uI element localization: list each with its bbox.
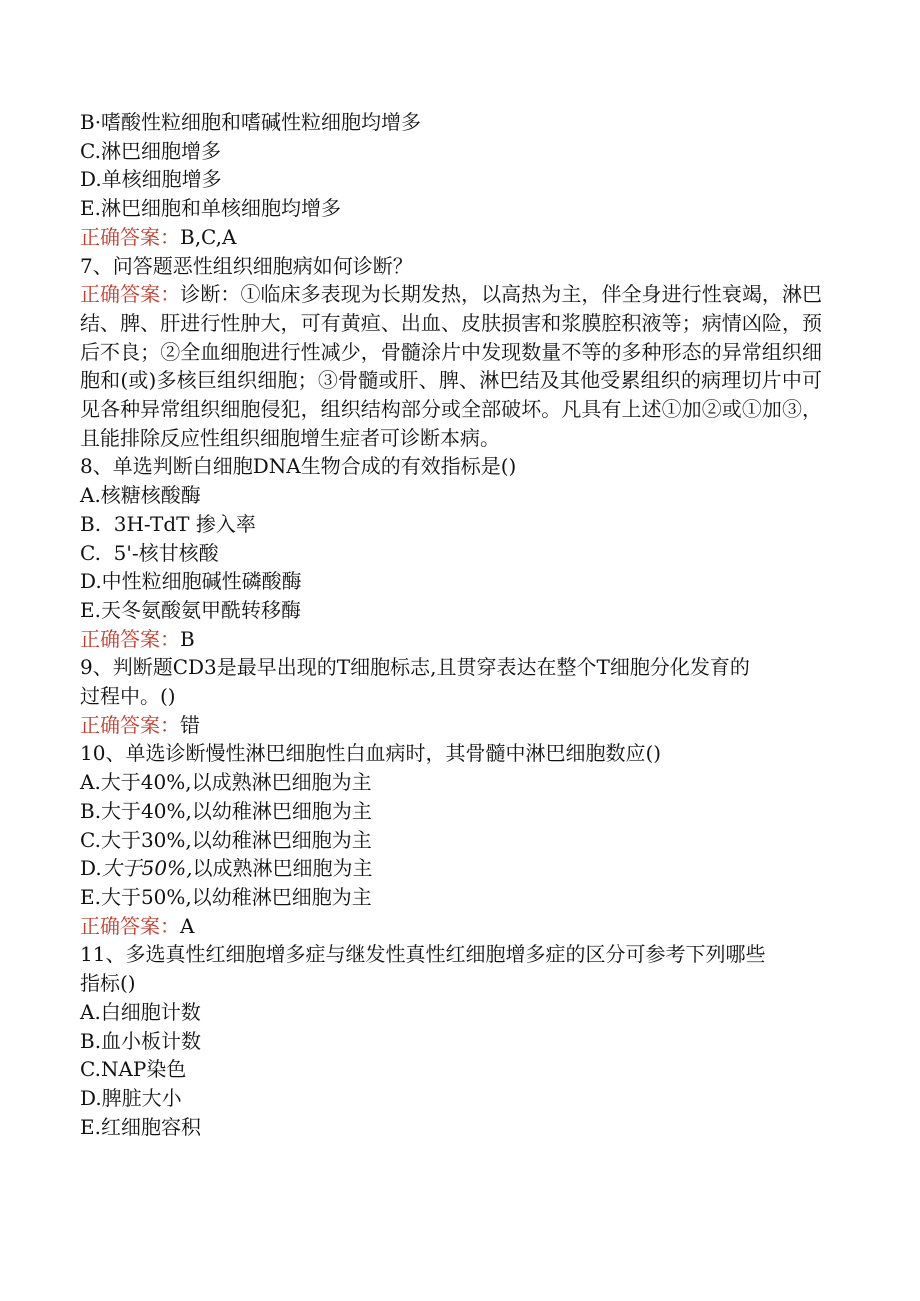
question-9-line-1: 9、判断题CD3是最早出现的T细胞标志,且贯穿表达在整个T细胞分化发育的 xyxy=(80,655,750,680)
option-e-q11: E.红细胞容积 xyxy=(80,1114,201,1139)
option-c-q6: C.淋巴细胞增多 xyxy=(80,138,221,163)
question-7: 7、问答题恶性组织细胞病如何诊断？ xyxy=(80,253,413,278)
option-b-q10: B.大于40%,以幼稚淋巴细胞为主 xyxy=(80,798,372,823)
answer-label: 正确答案： xyxy=(80,282,181,307)
option-e-q6: E.淋巴细胞和单核细胞均增多 xyxy=(80,196,341,221)
answer-label: 正确答案： xyxy=(80,626,180,651)
question-9-line-2: 过程中。() xyxy=(80,684,176,709)
answer-q10 xyxy=(80,912,822,941)
option-a-q8: A.核糖核酸酶 xyxy=(80,483,201,508)
option-c-q10: C.大于30%,以幼稚淋巴细胞为主 xyxy=(80,827,372,852)
option-c-q11: C.NAP染色 xyxy=(80,1057,187,1082)
answer-q9 xyxy=(80,711,822,740)
option-d-q10 xyxy=(80,854,822,883)
option-d-q8: D.中性粒细胞碱性磷酸酶 xyxy=(80,569,302,594)
option-b-q8: B. 3H-TdT 掺入率 xyxy=(80,511,256,536)
option-a-q11: A.白细胞计数 xyxy=(80,999,201,1024)
answer-value: B,C,A xyxy=(180,224,237,249)
option-d-q6: D.单核细胞增多 xyxy=(80,167,222,192)
option-e-q8: E.天冬氨酸氨甲酰转移酶 xyxy=(80,597,301,622)
option-d-q11: D.脾脏大小 xyxy=(80,1085,182,1110)
option-b-q11: B.血小板计数 xyxy=(80,1028,202,1053)
answer-label: 正确答案： xyxy=(80,913,180,938)
answer-value: 诊断：①临床多表现为长期发热，以高热为主，伴全身进行性衰竭，淋巴结、脾、肝进行性肿大，可有黄疸、出血、皮肤损害和浆膜腔积液等；病情凶险，预后不良；②全血细胞进行性减少，骨髓涂片中发现数量不等的多种形态的异常组织细胞和(或)多核巨组织细胞；③骨髓或肝、脾、淋巴结及其他受累组织的病理切片中可见各种异常组织细胞侵犯，组织结构部分或全部破坏。凡具有上述①加②或①加③，且能排除反应性组织细胞增生症者可诊断本病。 xyxy=(80,282,823,450)
answer-value: 错 xyxy=(180,712,200,737)
document-page xyxy=(80,108,822,1141)
option-c-q8: C. 5'-核甘核酸 xyxy=(80,540,219,565)
answer-q6 xyxy=(80,223,822,252)
answer-value: A xyxy=(180,913,195,938)
option-d-rest: 以成熟淋巴细胞为主 xyxy=(192,856,373,881)
option-d-italic: 大于50%, xyxy=(101,856,193,881)
question-10: 10、单选诊断慢性淋巴细胞性白血病时，其骨髓中淋巴细胞数应() xyxy=(80,741,662,766)
answer-label: 正确答案： xyxy=(80,224,180,249)
question-11-line-2: 指标() xyxy=(80,971,136,996)
answer-value: B xyxy=(180,626,195,651)
question-11-line-1: 11、多选真性红细胞增多症与继发性真性红细胞增多症的区分可参考下列哪些 xyxy=(80,942,766,967)
option-a-q10: A.大于40%,以成熟淋巴细胞为主 xyxy=(80,770,372,795)
option-d-prefix: D. xyxy=(80,856,102,881)
answer-q8 xyxy=(80,625,822,654)
option-b-q6: B·嗜酸性粒细胞和嗜碱性粒细胞均增多 xyxy=(80,110,422,134)
answer-q7 xyxy=(80,280,822,452)
option-e-q10: E.大于50%,以幼稚淋巴细胞为主 xyxy=(80,884,372,909)
question-8: 8、单选判断白细胞DNA生物合成的有效指标是() xyxy=(80,454,517,479)
answer-label: 正确答案： xyxy=(80,712,180,737)
